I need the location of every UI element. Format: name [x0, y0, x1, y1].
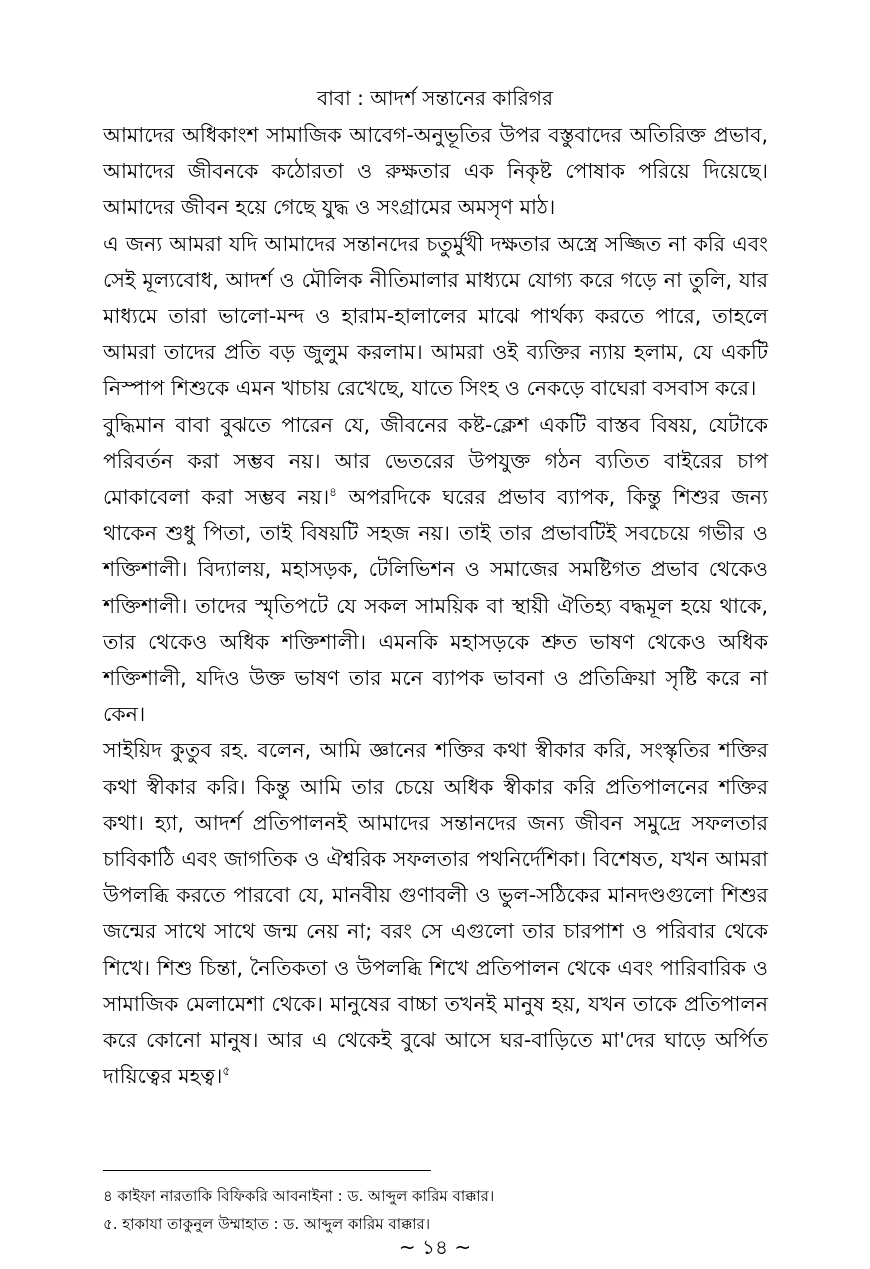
footnote-4: ৪ কাইফা নারতাকি বিফিকরি আবনাইনা : ড. আব্দুল কারিম বাক্কার। [103, 1187, 495, 1205]
footnote-ref-4: ৪ [329, 485, 337, 500]
paragraph-2: এ জন্য আমরা যদি আমাদের সন্তানদের চতুর্মুখী দক্ষতার অস্ত্রে সজ্জিত না করি এবং সেই মূল্যবোধ, আদর্শ ও মৌলিক নীতিমালার মাধ্যমে যোগ্য করে গড়ে না তুলি, যার মাধ্যমে তারা ভালো-মন্দ ও হারাম-হালালের মাঝে পার্থক্য করতে পারে, তাহলে আমরা তাদের প্রতি বড় জুলুম করলাম। আমরা ওই ব্যক্তির ন্যায় হলাম, যে একটি নিস্পাপ শিশুকে এমন খাচায় রেখেছে, যাতে সিংহ ও নেকড়ে বাঘেরা বসবাস করে। [103, 231, 768, 401]
paragraph-3 [103, 407, 768, 733]
running-header: বাবা : আদর্শ সন্তানের কারিগর [316, 86, 554, 110]
paragraph-4-text: সাইয়িদ কুতুব রহ. বলেন, আমি জ্ঞানের শক্তির কথা স্বীকার করি, সংস্কৃতির শক্তির কথা স্বীকার করি। কিন্তু আমি তার চেয়ে অধিক স্বীকার করি প্রতিপালনের শক্তির কথা। হ্যা, আদর্শ প্রতিপালনই আমাদের সন্তানদের জন্য জীবন সমুদ্রে সফলতার চাবিকাঠি এবং জাগতিক ও ঐশ্বরিক সফলতার পথনির্দেশিকা। বিশেষত, যখন আমরা উপলব্ধি করতে পারবো যে, মানবীয় গুণাবলী ও ভুল-সঠিকের মানদণ্ডগুলো শিশুর জন্মের সাথে সাথে জন্ম নেয় না; বরং সে এগুলো তার চারপাশ ও পরিবার থেকে শিখে। শিশু চিন্তা, নৈতিকতা ও উপলব্ধি শিখে প্রতিপালন থেকে এবং পারিবারিক ও সামাজিক মেলামেশা থেকে। মানুষের বাচ্চা তখনই মানুষ হয়, যখন তাকে প্রতিপালন করে কোনো মানুষ। আর এ থেকেই বুঝে আসে ঘর-বাড়িতে মা'দের ঘাড়ে অর্পিত দায়িত্বের মহত্ব। [103, 738, 768, 1089]
paragraph-3-text-before: বুদ্ধিমান বাবা বুঝতে পারেন যে, জীবনের কষ্ট-ক্লেশ একটি বাস্তব বিষয়, যেটাকে পরিবর্তন করা সম্ভব নয়। আর ভেতরের উপযুক্ত গঠন ব্যতিত বাইরের চাপ মোকাবেলা করা সম্ভব নয়। [103, 412, 768, 510]
paragraph-4 [103, 732, 768, 1094]
footnote-ref-5: ৫ [222, 1064, 231, 1079]
footnotes [103, 1182, 768, 1238]
footnote-divider [103, 1170, 431, 1171]
page-number: ~ ১৪ ~ [398, 1235, 472, 1259]
body-text [103, 117, 768, 1094]
paragraph-3-text-after: অপরদিকে ঘরের প্রভাব ব্যাপক, কিন্তু শিশুর জন্য থাকেন শুধু পিতা, তাই বিষয়টি সহজ নয়। তাই তার প্রভাবটিই সবচেয়ে গভীর ও শক্তিশালী। বিদ্যালয়, মহাসড়ক, টেলিভিশন ও সমাজের সমষ্টিগত প্রভাব থেকেও শক্তিশালী। তাদের স্মৃতিপটে যে সকল সাময়িক বা স্থায়ী ঐতিহ্য বদ্ধমূল হয়ে থাকে, তার থেকেও অধিক শক্তিশালী। এমনকি মহাসড়কে শ্রুত ভাষণ থেকেও অধিক শক্তিশালী, যদিও উক্ত ভাষণ তার মনে ব্যাপক ভাবনা ও প্রতিক্রিয়া সৃষ্টি করে না কেন। [103, 485, 768, 727]
footnote-5: ৫. হাকাযা তাকুনুল উম্মাহাত : ড. আব্দুল কারিম বাক্কার। [103, 1215, 431, 1233]
paragraph-1: আমাদের অধিকাংশ সামাজিক আবেগ-অনুভূতির উপর বস্তুবাদের অতিরিক্ত প্রভাব, আমাদের জীবনকে কঠোরতা ও রুক্ষতার এক নিকৃষ্ট পোষাক পরিয়ে দিয়েছে। আমাদের জীবন হয়ে গেছে যুদ্ধ ও সংগ্রামের অমসৃণ মাঠ। [103, 123, 768, 220]
